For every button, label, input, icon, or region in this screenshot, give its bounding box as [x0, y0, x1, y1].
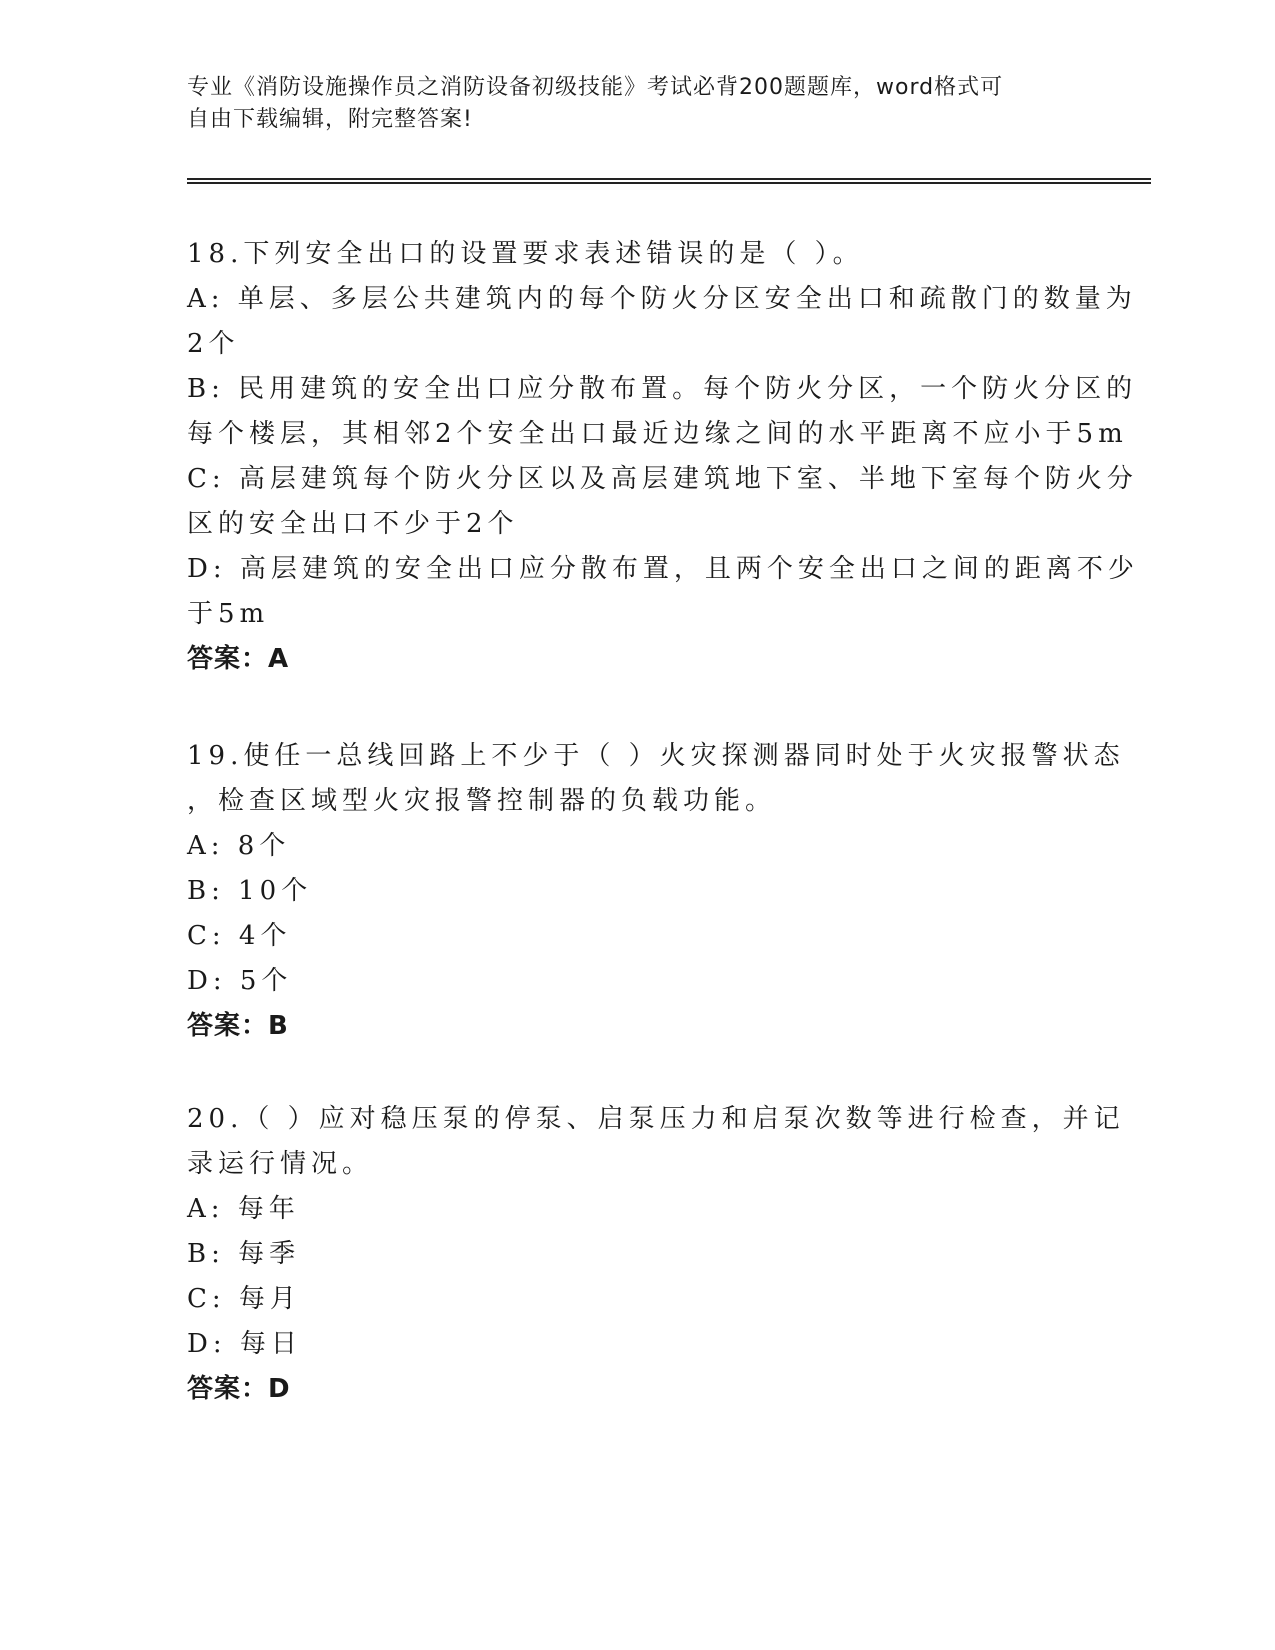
option-b: B: 民用建筑的安全出口应分散布置。每个防火分区，一个防火分区的 [187, 374, 1138, 404]
option-b: B: 每季 [187, 1239, 301, 1269]
question-stem: 18.下列安全出口的设置要求表述错误的是（ ）。 [187, 239, 864, 269]
option-d: D: 高层建筑的安全出口应分散布置，且两个安全出口之间的距离不少 [187, 554, 1139, 584]
option-b: B: 10个 [187, 876, 313, 906]
answer: 答案：A [187, 644, 290, 674]
question-stem-continued: ，检查区域型火灾报警控制器的负载功能。 [187, 786, 777, 816]
answer: 答案：B [187, 1011, 289, 1041]
option-d: D: 5个 [187, 966, 293, 996]
answer: 答案：D [187, 1374, 291, 1404]
question-stem: 19.使任一总线回路上不少于（ ）火灾探测器同时处于火灾报警状态 [187, 741, 1125, 771]
question-18 [187, 232, 1139, 682]
header-line-1: 专业《消防设施操作员之消防设备初级技能》考试必背200题题库，word格式可 [187, 75, 1004, 100]
option-d: D: 每日 [187, 1329, 302, 1359]
question-20 [187, 1097, 1125, 1412]
option-a: A: 8个 [187, 831, 291, 861]
question-stem: 20.（ ）应对稳压泵的停泵、启泵压力和启泵次数等进行检查，并记 [187, 1104, 1125, 1134]
option-a-continued: 2个 [187, 329, 240, 359]
option-a: A: 每年 [187, 1194, 300, 1224]
option-c: C: 每月 [187, 1284, 301, 1314]
header-line-2: 自由下载编辑，附完整答案! [187, 107, 473, 132]
option-b-continued: 每个楼层，其相邻2个安全出口最近边缘之间的水平距离不应小于5m [187, 419, 1128, 449]
question-stem-continued: 录运行情况。 [187, 1149, 374, 1179]
option-c-continued: 区的安全出口不少于2个 [187, 509, 519, 539]
question-19 [187, 734, 1125, 1049]
option-c: C: 4个 [187, 921, 292, 951]
option-d-continued: 于5m [187, 599, 270, 629]
option-a: A: 单层、多层公共建筑内的每个防火分区安全出口和疏散门的数量为 [187, 284, 1137, 314]
document-header [187, 72, 1087, 136]
option-c: C: 高层建筑每个防火分区以及高层建筑地下室、半地下室每个防火分 [187, 464, 1138, 494]
header-divider [187, 178, 1151, 184]
